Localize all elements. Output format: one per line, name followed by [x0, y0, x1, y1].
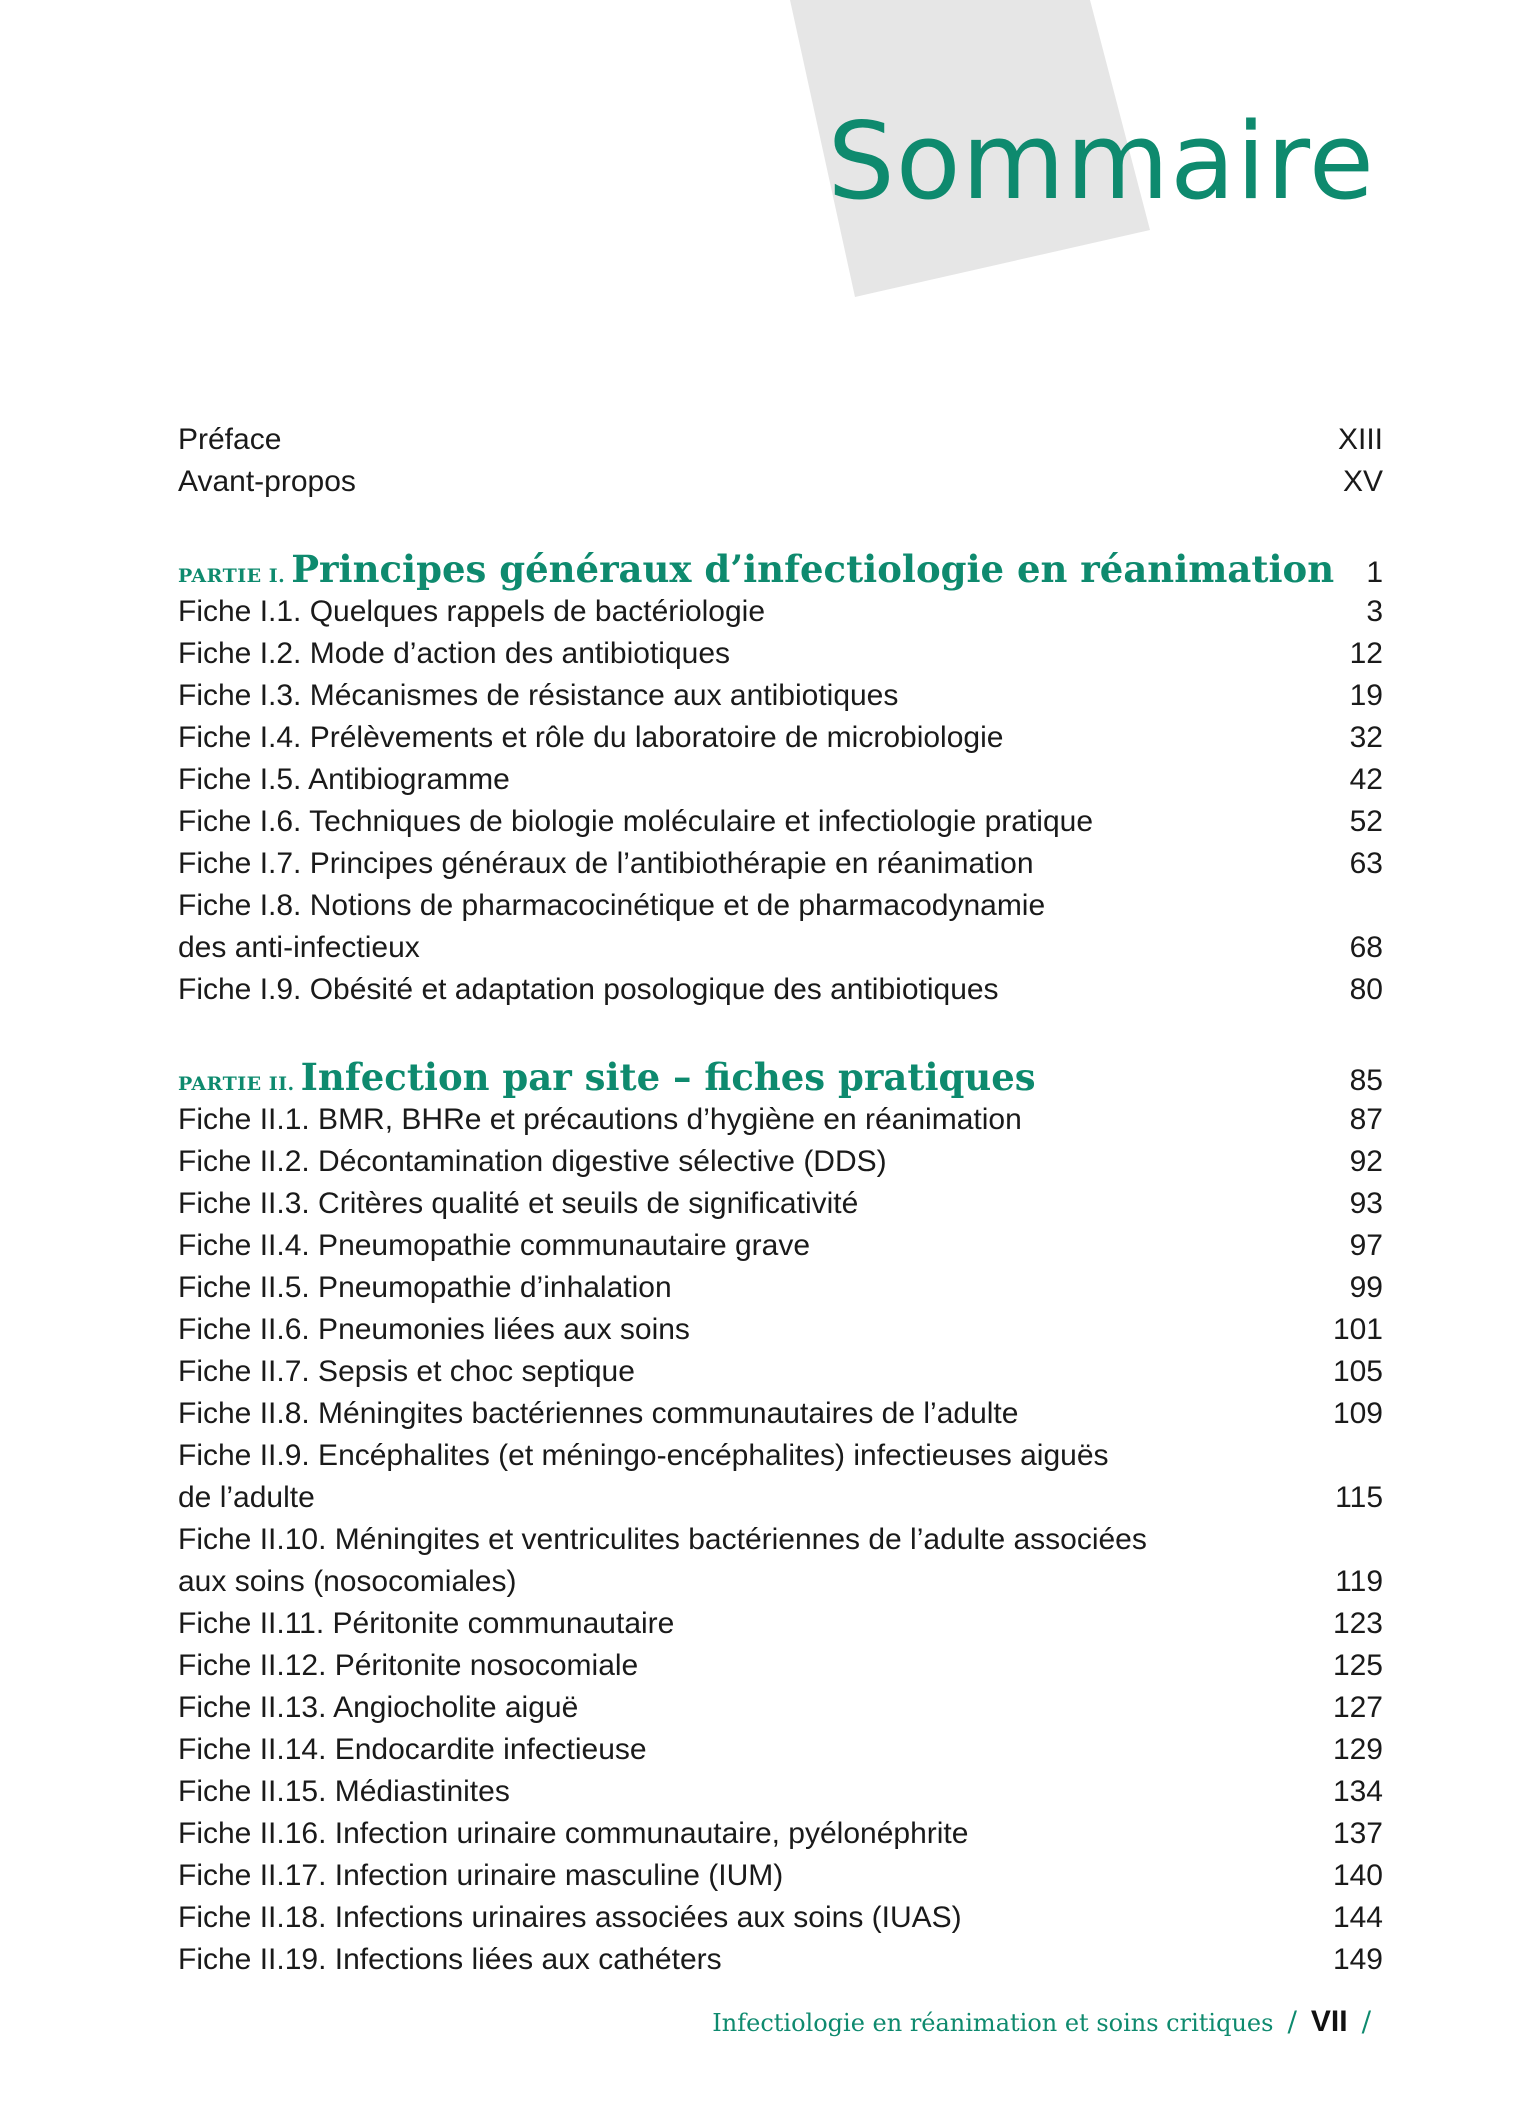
toc-entry-page: 1 — [1366, 556, 1383, 589]
toc-entry-preface[interactable] — [178, 419, 1383, 461]
toc-entry[interactable] — [178, 1267, 1383, 1309]
toc-entry-page: 42 — [1349, 763, 1383, 796]
toc-entry-label: Fiche II.1. BMR, BHRe et précautions d’hygiène en réanimation — [178, 1103, 1022, 1136]
toc-entry[interactable] — [178, 1855, 1383, 1897]
toc-entry-page: 3 — [1366, 595, 1383, 628]
toc-entry-label: Fiche II.10. Méningites et ventriculites bactériennes de l’adulte associées aux soins (nosocomiales) — [178, 1523, 1147, 1598]
toc-entry[interactable] — [178, 675, 1383, 717]
toc-entry-label: Fiche II.14. Endocardite infectieuse — [178, 1733, 647, 1766]
toc-entry[interactable] — [178, 1351, 1383, 1393]
toc-entry-label: Fiche I.7. Principes généraux de l’antibiothérapie en réanimation — [178, 847, 1034, 880]
part-prefix: PARTIE II. — [178, 1073, 295, 1095]
toc-entry-label: Fiche I.4. Prélèvements et rôle du laboratoire de microbiologie — [178, 721, 1004, 754]
toc-entry[interactable] — [178, 1813, 1383, 1855]
toc-entry-page: 63 — [1349, 847, 1383, 880]
toc-entry-label: Fiche II.2. Décontamination digestive sélective (DDS) — [178, 1145, 887, 1178]
toc-entry[interactable] — [178, 885, 1383, 969]
toc-entry-page: 12 — [1349, 637, 1383, 670]
toc-entry[interactable] — [178, 1393, 1383, 1435]
toc-entry[interactable] — [178, 633, 1383, 675]
toc-entry[interactable] — [178, 1771, 1383, 1813]
part-title: Infection par site – fiches pratiques — [300, 1055, 1036, 1099]
toc-entry-label: Fiche II.5. Pneumopathie d’inhalation — [178, 1271, 672, 1304]
table-of-contents — [178, 419, 1383, 1981]
toc-entry[interactable] — [178, 1519, 1383, 1603]
toc-entry-page: 19 — [1349, 679, 1383, 712]
toc-entry-label: Fiche II.15. Médiastinites — [178, 1775, 510, 1808]
toc-entry[interactable] — [178, 1141, 1383, 1183]
toc-entry-page: 149 — [1332, 1943, 1383, 1976]
toc-entry[interactable] — [178, 1939, 1383, 1981]
toc-entry-page: 85 — [1349, 1064, 1383, 1097]
toc-entry-page: 68 — [1349, 931, 1383, 964]
toc-entry-page: 144 — [1332, 1901, 1383, 1934]
toc-entry-label: Fiche I.8. Notions de pharmacocinétique et de pharmacodynamie des anti-infectieux — [178, 889, 1046, 964]
toc-entry-page: 115 — [1335, 1481, 1383, 1514]
toc-entry-label: Fiche II.9. Encéphalites (et méningo-encéphalites) infectieuses aiguës de l’adulte — [178, 1439, 1109, 1514]
toc-entry[interactable] — [178, 1645, 1383, 1687]
page-footer — [712, 2005, 1385, 2039]
toc-entry-page: 127 — [1332, 1691, 1383, 1724]
toc-entry-page: 129 — [1332, 1733, 1383, 1766]
toc-entry-avant-propos[interactable] — [178, 461, 1383, 503]
toc-entry[interactable] — [178, 1687, 1383, 1729]
toc-entry-page: 123 — [1332, 1607, 1383, 1640]
toc-entry-label: Fiche I.6. Techniques de biologie moléculaire et infectiologie pratique — [178, 805, 1094, 838]
toc-entry-label: Fiche I.1. Quelques rappels de bactériologie — [178, 595, 766, 628]
toc-part-1-heading[interactable] — [178, 547, 1383, 591]
toc-entry-page: 87 — [1349, 1103, 1383, 1136]
toc-entry-label: Fiche I.3. Mécanismes de résistance aux antibiotiques — [178, 679, 899, 712]
toc-entry[interactable] — [178, 1099, 1383, 1141]
toc-entry-page: 80 — [1349, 973, 1383, 1006]
toc-entry-label: Fiche II.4. Pneumopathie communautaire grave — [178, 1229, 811, 1262]
toc-entry[interactable] — [178, 1729, 1383, 1771]
toc-entry-page: 140 — [1332, 1859, 1383, 1892]
toc-part-2-heading[interactable] — [178, 1055, 1383, 1099]
toc-entry-label: Fiche II.12. Péritonite nosocomiale — [178, 1649, 639, 1682]
footer-separator: / — [1361, 2005, 1371, 2038]
toc-entry-page: 32 — [1349, 721, 1383, 754]
toc-entry-page: 137 — [1332, 1817, 1383, 1850]
toc-entry-label: Fiche II.13. Angiocholite aiguë — [178, 1691, 579, 1724]
toc-entry-label: Fiche I.2. Mode d’action des antibiotiques — [178, 637, 730, 670]
toc-entry-label: Préface — [178, 423, 282, 456]
toc-entry-page: 109 — [1332, 1397, 1383, 1430]
toc-entry-page: 52 — [1349, 805, 1383, 838]
toc-entry[interactable] — [178, 1897, 1383, 1939]
toc-entry[interactable] — [178, 1309, 1383, 1351]
toc-entry-page: 97 — [1349, 1229, 1383, 1262]
toc-entry[interactable] — [178, 1603, 1383, 1645]
toc-entry-label: Fiche II.8. Méningites bactériennes communautaires de l’adulte — [178, 1397, 1019, 1430]
toc-entry[interactable] — [178, 801, 1383, 843]
toc-entry[interactable] — [178, 759, 1383, 801]
toc-entry-label: Fiche II.16. Infection urinaire communautaire, pyélonéphrite — [178, 1817, 969, 1850]
toc-entry-label: Fiche II.7. Sepsis et choc septique — [178, 1355, 635, 1388]
toc-entry-label: Fiche II.11. Péritonite communautaire — [178, 1607, 675, 1640]
part-title: Principes généraux d’infectiologie en réanimation — [291, 547, 1335, 591]
footer-page-number: VII — [1310, 2005, 1348, 2038]
toc-entry[interactable] — [178, 1183, 1383, 1225]
toc-entry-page: XIII — [1337, 423, 1383, 456]
toc-entry-page: 92 — [1349, 1145, 1383, 1178]
part-prefix: PARTIE I. — [178, 565, 286, 587]
toc-entry-label: Fiche I.5. Antibiogramme — [178, 763, 510, 796]
toc-entry-label: Fiche II.19. Infections liées aux cathéters — [178, 1943, 722, 1976]
footer-book-title: Infectiologie en réanimation et soins critiques — [712, 2009, 1274, 2037]
toc-entry-label: Fiche II.6. Pneumonies liées aux soins — [178, 1313, 690, 1346]
toc-entry-page: 93 — [1349, 1187, 1383, 1220]
toc-entry-page: 119 — [1335, 1565, 1383, 1598]
toc-entry[interactable] — [178, 1225, 1383, 1267]
toc-entry-page: XV — [1342, 465, 1383, 498]
toc-entry-label: Fiche II.3. Critères qualité et seuils de significativité — [178, 1187, 859, 1220]
footer-separator: / — [1287, 2005, 1297, 2038]
page-title: Sommaire — [827, 100, 1375, 223]
toc-entry-page: 125 — [1332, 1649, 1383, 1682]
toc-entry[interactable] — [178, 843, 1383, 885]
toc-entry[interactable] — [178, 1435, 1383, 1519]
toc-entry-label: Fiche II.17. Infection urinaire masculine (IUM) — [178, 1859, 784, 1892]
toc-entry[interactable] — [178, 969, 1383, 1011]
toc-entry-page: 134 — [1332, 1775, 1383, 1808]
toc-entry-page: 99 — [1349, 1271, 1383, 1304]
toc-entry-page: 105 — [1332, 1355, 1383, 1388]
toc-entry-page: 101 — [1332, 1313, 1383, 1346]
toc-entry[interactable] — [178, 717, 1383, 759]
toc-entry-label: Fiche II.18. Infections urinaires associées aux soins (IUAS) — [178, 1901, 962, 1934]
toc-entry-label: Avant-propos — [178, 465, 356, 498]
toc-entry-label: Fiche I.9. Obésité et adaptation posologique des antibiotiques — [178, 973, 999, 1006]
